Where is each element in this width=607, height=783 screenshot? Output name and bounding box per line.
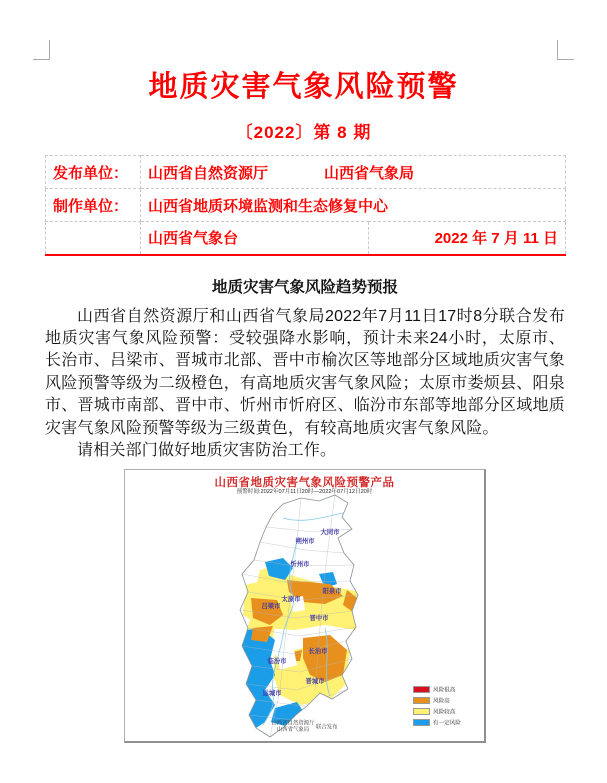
map-issuer-1: 山西省自然资源厅: [271, 719, 316, 726]
empty-cell: [46, 222, 141, 255]
crop-mark-top-right: [557, 40, 574, 60]
city-label: 临汾市: [267, 658, 287, 666]
legend-swatch-very-high: [413, 686, 430, 693]
city-label: 大同市: [320, 529, 340, 537]
document-body: [45, 155, 565, 743]
city-label: 晋城市: [305, 678, 325, 686]
map-footer: [125, 715, 484, 738]
city-label: 太原市: [281, 596, 301, 604]
city-label: 晋中市: [309, 615, 329, 623]
producing-unit-label: 制作单位：: [46, 189, 141, 222]
city-label: 长治市: [308, 648, 328, 656]
legend-item: [413, 685, 478, 694]
table-row: [46, 156, 566, 189]
observatory-value: 山西省气象台: [141, 222, 369, 255]
risk-map-figure: [124, 469, 486, 743]
legend-item: [413, 696, 478, 705]
header-info-table: [45, 155, 566, 256]
city-label: 忻州市: [290, 561, 310, 569]
legend-label: 风险较高: [432, 709, 456, 716]
legend-swatch-high: [413, 697, 430, 704]
city-label: 阳泉市: [322, 588, 342, 596]
report-paragraph-2: 请相关部门做好地质灾害防治工作。: [77, 441, 337, 459]
city-label: 吕梁市: [261, 603, 281, 611]
producing-unit-value: 山西省地质环境监测和生态修复中心: [141, 189, 566, 222]
issuing-unit-value: [141, 156, 566, 189]
legend-label: 有一定风险: [432, 720, 461, 727]
report-paragraph-1: 山西省自然资源厅和山西省气象局2022年7月11日17时8分联合发布地质灾害气象风险预警：受较强降水影响，预计未来24小时，太原市、长治市、吕梁市、晋城市北部、晋中市榆次区等地部分区域地质灾害气象风险预警等级为二级橙色，有高地质灾害气象风险；太原市娄烦县、阳泉市、晋城市南部、晋中市、忻州市忻府区、临汾市东部等地部分区域地质灾害气象风险预警等级为三级黄色，有较高地质灾害气象风险。: [45, 307, 565, 437]
city-label: 运城市: [262, 690, 282, 698]
joint-release-label: 联合发布: [315, 723, 338, 730]
map-title: 山西省地质灾害气象风险预警产品: [214, 477, 395, 490]
crop-mark-top-left: [33, 40, 50, 60]
report-heading: 地质灾害气象风险趋势预报: [211, 278, 398, 296]
issuing-unit-label: 发布单位：: [46, 156, 141, 189]
city-label: 朔州市: [295, 538, 315, 546]
map-issuer-2: 山西省气象局: [277, 726, 310, 733]
issue-date: 2022 年 7 月 11 日: [369, 222, 566, 255]
issuing-org-1: 山西省自然资源厅: [148, 164, 269, 182]
map-issuers: [272, 719, 315, 733]
map-valid-period: 预警时间:2022年07月11日20时—2022年07月12日20时: [236, 488, 373, 495]
legend-label: 风险很高: [432, 687, 456, 694]
page-title: 地质灾害气象风险预警: [148, 71, 459, 103]
table-row: [46, 222, 566, 255]
table-row: [46, 189, 566, 222]
issue-number: 〔2022〕第 8 期: [235, 123, 372, 142]
legend-label: 风险高: [432, 698, 450, 705]
issuing-org-2: 山西省气象局: [324, 164, 415, 182]
